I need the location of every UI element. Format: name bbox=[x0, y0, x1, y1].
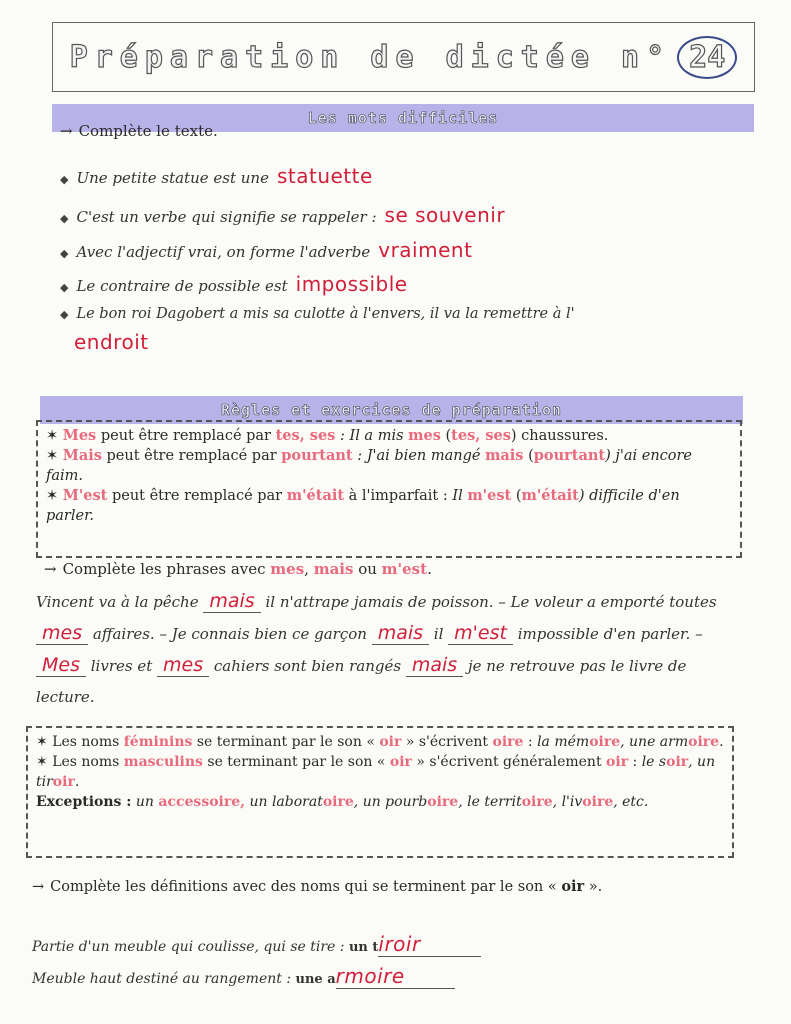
blank-answer-7: mais bbox=[406, 654, 463, 677]
answer-4: impossible bbox=[295, 272, 408, 296]
dictation-number: 24 bbox=[677, 36, 737, 79]
diamond-bullet-icon: ◆ bbox=[60, 281, 69, 294]
page-title: Préparation de dictée n° bbox=[69, 39, 672, 75]
definition-1: Partie d'un meuble qui coulisse, qui se tire : un tiroir bbox=[32, 932, 481, 956]
rule-feminine: ✶ Les noms féminins se terminant par le son « oir » s'écrivent oire : la mémoire, une armoire. bbox=[36, 734, 724, 750]
exercise-item-3: ◆ Avec l'adjectif vrai, on forme l'adverbe vraiment bbox=[60, 238, 473, 262]
instruction-1: → Complète le texte. bbox=[60, 122, 218, 140]
rule-box-mes-mais bbox=[36, 420, 742, 558]
star-icon: ✶ bbox=[46, 448, 59, 464]
star-icon: ✶ bbox=[46, 428, 59, 444]
answer-1: statuette bbox=[276, 164, 373, 188]
rule-masculine: ✶ Les noms masculins se terminant par le son « oir » s'écrivent généralement oir : le soir, un tiroir. bbox=[36, 754, 716, 790]
rule-mest: ✶ M'est peut être remplacé par m'était à l'imparfait : Il m'est (m'était) difficile d'en parler. bbox=[46, 487, 680, 524]
answer-3: vraiment bbox=[378, 238, 473, 262]
diamond-bullet-icon: ◆ bbox=[60, 212, 69, 225]
blank-answer-1: mais bbox=[203, 590, 260, 613]
diamond-bullet-icon: ◆ bbox=[60, 173, 69, 186]
exercise-item-1: ◆ Une petite statue est une statuette bbox=[60, 164, 373, 188]
arrow-icon: → bbox=[44, 560, 57, 578]
exercise-item-4: ◆ Le contraire de possible est impossible bbox=[60, 272, 408, 296]
rule-box-oir bbox=[26, 726, 734, 858]
arrow-icon: → bbox=[32, 879, 45, 895]
definition-answer-1: iroir bbox=[378, 932, 480, 957]
blank-answer-4: m'est bbox=[448, 622, 513, 645]
section-header-difficult-words: Les mots difficiles bbox=[52, 104, 754, 132]
answer-5: endroit bbox=[74, 330, 149, 354]
diamond-bullet-icon: ◆ bbox=[60, 247, 69, 260]
answer-5-wrap bbox=[74, 330, 149, 354]
rule-mes: ✶ Mes peut être remplacé par tes, ses : Il a mis mes (tes, ses) chaussures. bbox=[46, 427, 609, 444]
blank-answer-3: mais bbox=[372, 622, 429, 645]
exercise-item-2: ◆ C'est un verbe qui signifie se rappeler : se souvenir bbox=[60, 203, 506, 227]
star-icon: ✶ bbox=[36, 734, 48, 750]
star-icon: ✶ bbox=[36, 754, 48, 770]
definition-2: Meuble haut destiné au rangement : une armoire bbox=[32, 964, 455, 988]
rule-mais: ✶ Mais peut être remplacé par pourtant : J'ai bien mangé mais (pourtant) j'ai encore faim. bbox=[46, 447, 693, 484]
fill-in-paragraph: Vincent va à la pêche mais il n'attrape jamais de poisson. – Le voleur a emporté toutes mes affaires. – Je connais bien ce garçon mais il m'est impossible d'en parler. – Mes livres et mes cahiers sont bien rangés mais je ne retrouve pas le livre de lecture. bbox=[36, 590, 717, 706]
star-icon: ✶ bbox=[46, 488, 59, 504]
instruction-3: → Complète les définitions avec des noms qui se terminent par le son « oir ». bbox=[32, 878, 603, 895]
answer-2: se souvenir bbox=[384, 203, 506, 227]
arrow-icon: → bbox=[60, 122, 73, 140]
instruction-2: → Complète les phrases avec mes, mais ou m'est. bbox=[44, 560, 432, 578]
rule-exceptions: Exceptions : un accessoire, un laboratoire, un pourboire, le territoire, l'ivoire, etc. bbox=[36, 794, 649, 810]
blank-answer-6: mes bbox=[157, 654, 209, 677]
diamond-bullet-icon: ◆ bbox=[60, 308, 69, 321]
blank-answer-5: Mes bbox=[36, 654, 86, 677]
definition-answer-2: rmoire bbox=[336, 964, 455, 989]
title-box bbox=[52, 22, 755, 92]
blank-answer-2: mes bbox=[36, 622, 88, 645]
exercise-item-5: ◆ Le bon roi Dagobert a mis sa culotte à l'envers, il va la remettre à l' bbox=[60, 306, 575, 322]
section-header-rules: Règles et exercices de préparation bbox=[40, 396, 743, 424]
